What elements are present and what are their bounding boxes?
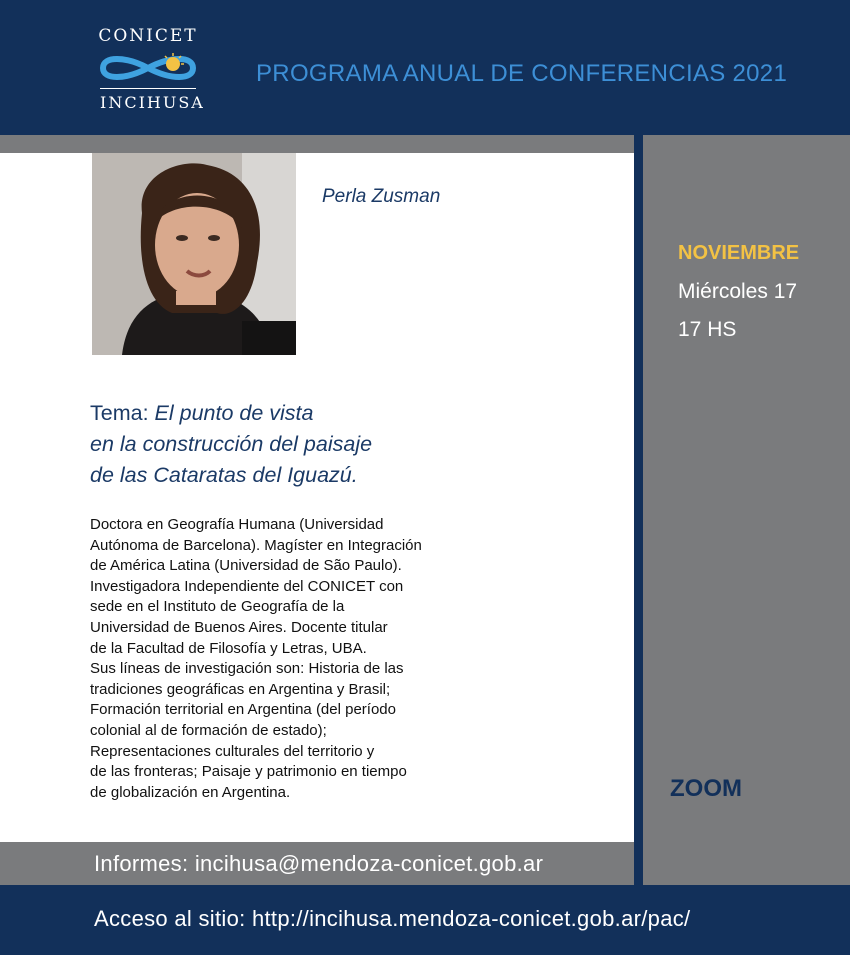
topic-label: Tema: [90,401,155,425]
logo-bottom-text: INCIHUSA [100,88,196,113]
topic-line: El punto de vista [154,401,314,425]
program-title: PROGRAMA ANUAL DE CONFERENCIAS 2021 [256,60,788,87]
event-platform: ZOOM [670,775,742,802]
bio-line: Autónoma de Barcelona). Magíster en Integración [90,536,422,554]
top-gray-strip [0,135,634,153]
infinity-sun-logo-icon [95,50,201,86]
conicet-incihusa-logo [92,26,204,126]
footer [0,885,850,955]
topic-line: en la construcción del paisaje [90,432,373,456]
speaker-card [0,153,634,842]
informes-email-link[interactable]: incihusa@mendoza-conicet.gob.ar [194,851,544,876]
event-month: NOVIEMBRE [678,242,800,264]
bio-line: de América Latina (Universidad de São Paulo). [90,557,402,575]
bio-line: Formación territorial en Argentina (del período [90,701,396,719]
bio-line: Doctora en Geografía Humana (Universidad [90,516,384,533]
bio-line: de globalización en Argentina. [90,783,291,801]
speaker-name: Perla Zusman [322,186,441,207]
speaker-portrait-icon [92,153,296,355]
bio-line: colonial al de formación de estado); [90,721,327,739]
speaker-bio [90,515,470,803]
speaker-photo [92,153,296,355]
bio-line: sede en el Instituto de Geografía de la [90,598,345,616]
informes-label: Informes: [94,851,195,876]
site-url-link[interactable]: http://incihusa.mendoza-conicet.gob.ar/pac/ [251,906,691,931]
header [0,0,850,135]
event-day: Miércoles 17 [678,280,798,303]
bio-line: de las fronteras; Paisaje y patrimonio en tiempo [90,763,407,781]
footer-label: Acceso al sitio: [94,906,252,931]
topic-line: de las Cataratas del Iguazú. [90,463,358,487]
informes-bar [0,842,634,885]
bio-line: tradiciones geográficas en Argentina y Brasil; [90,680,391,698]
talk-topic [90,398,610,491]
bio-line: Sus líneas de investigación son: Historia de las [90,660,404,678]
bio-line: Representaciones culturales del territorio y [90,742,375,760]
bio-line: de la Facultad de Filosofía y Letras, UBA. [90,639,367,657]
bio-line: Universidad de Buenos Aires. Docente titular [90,618,388,636]
event-hour: 17 HS [678,318,737,341]
bio-line: Investigadora Independiente del CONICET con [90,577,404,595]
schedule-panel [643,135,850,885]
logo-top-text: CONICET [98,26,198,46]
